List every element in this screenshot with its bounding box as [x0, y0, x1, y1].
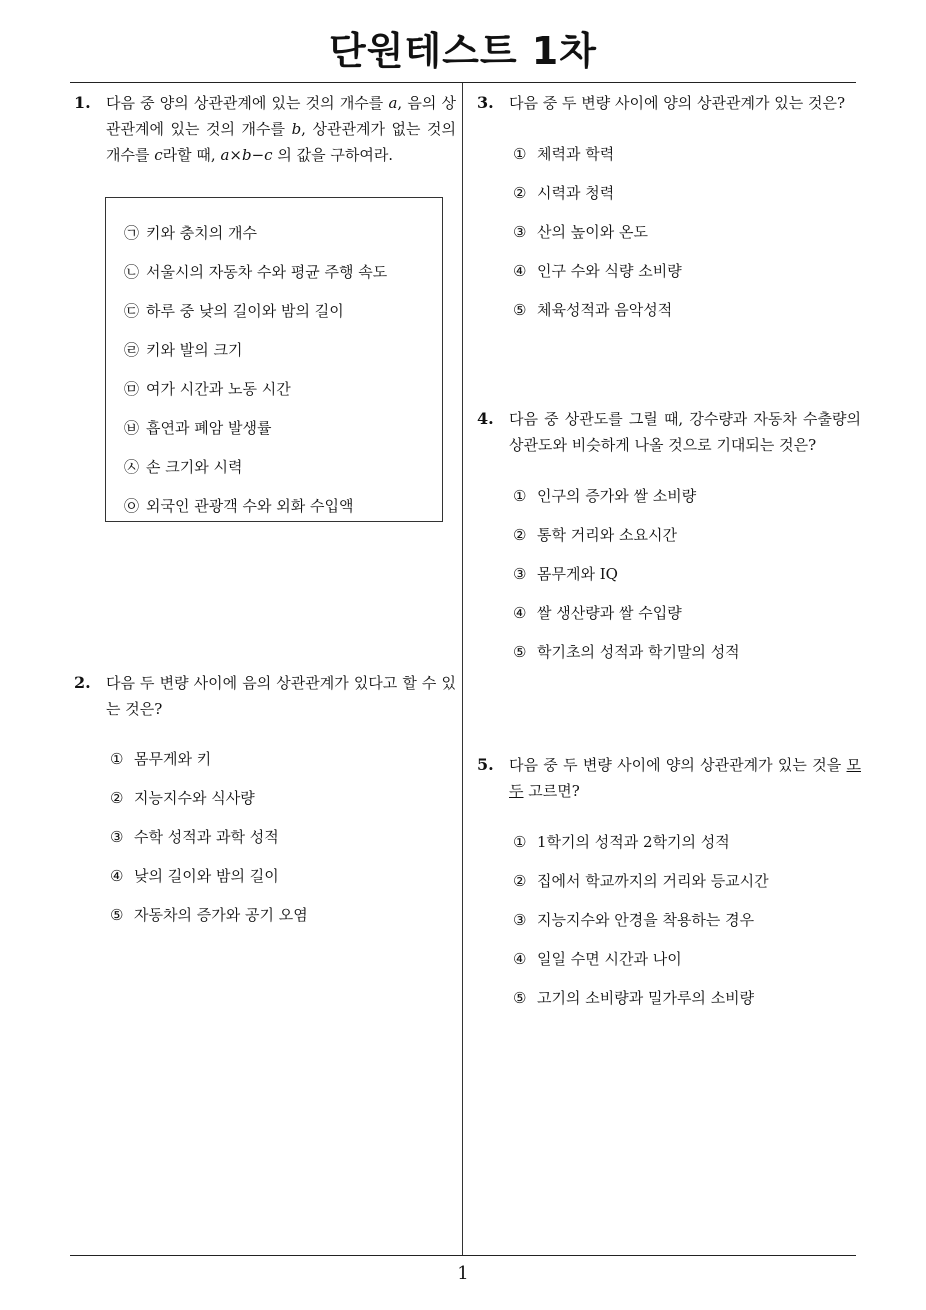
option-5[interactable]	[513, 299, 672, 320]
option-2[interactable]	[513, 524, 677, 545]
option-5[interactable]	[110, 904, 308, 925]
question-5	[477, 752, 861, 804]
item-text: 키와 충치의 개수	[146, 224, 257, 242]
item-mark: ㉤	[124, 380, 140, 398]
item-mark: ㉦	[124, 458, 140, 476]
option-3[interactable]	[513, 563, 618, 584]
option-mark: ⑤	[513, 301, 527, 319]
question-5-number: 5.	[477, 755, 494, 774]
option-4[interactable]	[110, 865, 279, 886]
item-text: 여가 시간과 노동 시간	[146, 380, 291, 398]
option-mark: ④	[513, 950, 527, 968]
bottom-rule	[70, 1255, 856, 1256]
option-mark: ④	[110, 867, 124, 885]
option-text: 낮의 길이와 밤의 길이	[134, 867, 279, 885]
item-mark: ㉢	[124, 302, 140, 320]
box-item	[124, 378, 291, 399]
option-text: 통학 거리와 소요시간	[537, 526, 677, 544]
q1-item-box	[105, 197, 443, 522]
q1-text-a: 다음 중 양의 상관관계에 있는 것의 개수를	[106, 94, 384, 112]
question-5-text	[509, 752, 861, 804]
option-1[interactable]	[513, 831, 730, 852]
option-text: 인구의 증가와 쌀 소비량	[537, 487, 697, 505]
question-4	[477, 406, 861, 458]
q5-underlined-word: 모두	[509, 756, 861, 800]
option-2[interactable]	[110, 787, 255, 808]
option-text: 고기의 소비량과 밀가루의 소비량	[537, 989, 755, 1007]
item-text: 키와 발의 크기	[146, 341, 243, 359]
item-text: 손 크기와 시력	[146, 458, 243, 476]
option-1[interactable]	[513, 143, 614, 164]
option-text: 인구 수와 식량 소비량	[537, 262, 682, 280]
option-mark: ③	[110, 828, 124, 846]
option-mark: ③	[513, 911, 527, 929]
option-5[interactable]	[513, 987, 754, 1008]
box-item	[124, 456, 242, 477]
item-text: 서울시의 자동차 수와 평균 주행 속도	[146, 263, 388, 281]
option-3[interactable]	[513, 909, 754, 930]
question-2	[74, 670, 456, 722]
option-text: 학기초의 성적과 학기말의 성적	[537, 643, 740, 661]
option-mark: ⑤	[513, 989, 527, 1007]
option-mark: ④	[513, 262, 527, 280]
item-text: 하루 중 낮의 길이와 밤의 길이	[146, 302, 344, 320]
box-item	[124, 300, 344, 321]
option-2[interactable]	[513, 870, 769, 891]
option-text: 산의 높이와 온도	[537, 223, 648, 241]
option-mark: ①	[513, 833, 527, 851]
question-3-number: 3.	[477, 93, 494, 112]
page-number: 1	[457, 1263, 469, 1284]
page-title: 단원테스트 1차	[329, 29, 597, 73]
item-mark: ㉡	[124, 263, 140, 281]
option-text: 지능지수와 식사량	[134, 789, 255, 807]
item-mark: ㉣	[124, 341, 140, 359]
option-3[interactable]	[110, 826, 279, 847]
option-mark: ③	[513, 223, 527, 241]
option-text: 1학기의 성적과 2학기의 성적	[537, 833, 730, 851]
option-text: 체력과 학력	[537, 145, 615, 163]
option-mark: ④	[513, 604, 527, 622]
option-1[interactable]	[110, 748, 211, 769]
option-text: 시력과 청력	[537, 184, 615, 202]
question-1-number: 1.	[74, 93, 91, 112]
q1-var-c: c	[154, 146, 163, 164]
option-4[interactable]	[513, 260, 682, 281]
option-mark: ②	[513, 526, 527, 544]
option-text: 쌀 생산량과 쌀 수입량	[537, 604, 682, 622]
option-4[interactable]	[513, 602, 682, 623]
option-mark: ②	[513, 872, 527, 890]
question-1-text: 다음 중 양의 상관관계에 있는 것의 개수를 a, 음의 상관관계에 있는 것의 개수를 b, 상관관계가 없는 것의 개수를 c라할 때, a×b−c 의 값을 구하여라.	[106, 94, 456, 164]
box-item	[124, 495, 353, 516]
option-text: 수학 성적과 과학 성적	[134, 828, 279, 846]
question-3-text: 다음 중 두 변량 사이에 양의 상관관계가 있는 것은?	[509, 94, 845, 112]
q1-text-d: 라할 때,	[162, 146, 216, 164]
option-text: 몸무게와 키	[134, 750, 212, 768]
q1-text-b: 음의 상관관계에 있는 것의 개수를	[106, 94, 456, 138]
option-5[interactable]	[513, 641, 740, 662]
question-4-number: 4.	[477, 409, 494, 428]
option-mark: ③	[513, 565, 527, 583]
option-1[interactable]	[513, 485, 696, 506]
q5-text-a: 다음 중 두 변량 사이에 양의 상관관계가 있는 것을	[509, 756, 842, 774]
item-mark: ㉧	[124, 497, 140, 515]
q5-text-b: 고르면?	[528, 782, 580, 800]
option-mark: ②	[513, 184, 527, 202]
question-4-text: 다음 중 상관도를 그릴 때, 강수량과 자동차 수출량의 상관도와 비슷하게 나올 것으로 기대되는 것은?	[509, 410, 861, 454]
q1-var-b: b	[291, 120, 302, 138]
option-mark: ①	[513, 487, 527, 505]
option-text: 집에서 학교까지의 거리와 등교시간	[537, 872, 769, 890]
box-item	[124, 339, 242, 360]
box-item	[124, 222, 257, 243]
question-2-text: 다음 두 변량 사이에 음의 상관관계가 있다고 할 수 있는 것은?	[106, 674, 456, 718]
box-item	[124, 417, 271, 438]
question-1	[74, 90, 456, 168]
option-2[interactable]	[513, 182, 614, 203]
option-mark: ①	[513, 145, 527, 163]
q1-var-a: a	[388, 94, 398, 112]
item-mark: ㉥	[124, 419, 140, 437]
q1-expression: a×b−c	[220, 146, 273, 164]
option-mark: ①	[110, 750, 124, 768]
option-text: 몸무게와 IQ	[537, 565, 618, 583]
item-text: 흡연과 폐암 발생률	[146, 419, 272, 437]
option-text: 일일 수면 시간과 나이	[537, 950, 682, 968]
question-2-number: 2.	[74, 673, 91, 692]
q1-text-e: 의 값을 구하여라.	[277, 146, 394, 164]
box-item	[124, 261, 387, 282]
option-text: 자동차의 증가와 공기 오염	[134, 906, 308, 924]
option-mark: ⑤	[513, 643, 527, 661]
option-text: 지능지수와 안경을 착용하는 경우	[537, 911, 755, 929]
option-text: 체육성적과 음악성적	[537, 301, 673, 319]
option-mark: ⑤	[110, 906, 124, 924]
item-mark: ㉠	[124, 224, 140, 242]
column-divider	[462, 83, 463, 1255]
question-3	[477, 90, 859, 116]
option-mark: ②	[110, 789, 124, 807]
option-4[interactable]	[513, 948, 682, 969]
top-rule	[70, 82, 856, 83]
item-text: 외국인 관광객 수와 외화 수입액	[146, 497, 354, 515]
option-3[interactable]	[513, 221, 648, 242]
q1-text-c: 상관관계가 없는 것의 개수를	[106, 120, 456, 164]
